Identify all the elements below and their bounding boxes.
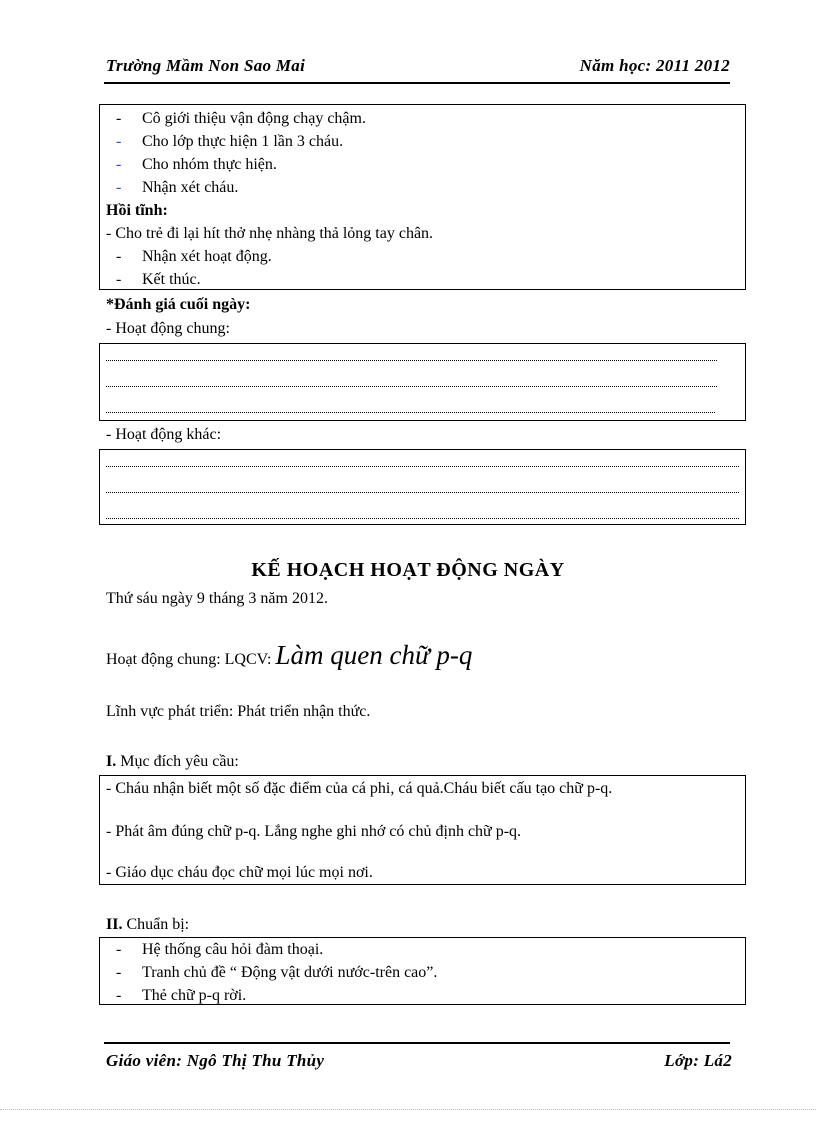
dotted-line bbox=[106, 386, 717, 387]
list-item: - Kết thúc. bbox=[116, 271, 201, 288]
list-item: - Tranh chủ đề “ Động vật dưới nước-trên cao”. bbox=[116, 964, 438, 981]
page-title: KẾ HOẠCH HOẠT ĐỘNG NGÀY bbox=[251, 559, 565, 581]
activity-box bbox=[99, 104, 746, 290]
cooldown-heading: Hồi tĩnh: bbox=[106, 202, 168, 219]
other-activity-label: - Hoạt động khác: bbox=[106, 426, 222, 443]
dotted-line bbox=[106, 412, 715, 413]
objectives-heading: I. Mục đích yêu cầu: bbox=[106, 753, 239, 770]
dotted-line bbox=[106, 492, 739, 493]
preparation-heading: II. Chuẩn bị: bbox=[106, 916, 190, 933]
general-activity-box bbox=[99, 343, 746, 421]
development-field: Lĩnh vực phát triển: Phát triển nhận thức. bbox=[106, 703, 371, 720]
class-name: Lớp: Lá2 bbox=[664, 1051, 732, 1070]
list-item: - Cho lớp thực hiện 1 lần 3 cháu. bbox=[116, 133, 344, 150]
dotted-line bbox=[106, 360, 717, 361]
lesson-title: Làm quen chữ p-q bbox=[275, 640, 473, 670]
activity-prefix: Hoạt động chung: LQCV: bbox=[106, 651, 276, 668]
footer-rule bbox=[104, 1042, 730, 1044]
list-item: - Nhận xét cháu. bbox=[116, 179, 239, 196]
evaluation-heading: *Đánh giá cuối ngày: bbox=[106, 296, 251, 313]
page-break bbox=[0, 1109, 816, 1110]
list-item: - Cô giới thiệu vận động chạy chậm. bbox=[116, 110, 366, 127]
list-item: - Cho nhóm thực hiện. bbox=[116, 156, 277, 173]
objectives-box bbox=[99, 775, 746, 885]
list-item: - Phát âm đúng chữ p-q. Lắng nghe ghi nhớ có chủ định chữ p-q. bbox=[106, 823, 522, 840]
list-item: - Cháu nhận biết một số đặc điểm của cá phi, cá quả.Cháu biết cấu tạo chữ p-q. bbox=[106, 780, 613, 797]
list-item: - Giáo dục cháu đọc chữ mọi lúc mọi nơi. bbox=[106, 864, 373, 881]
general-activity-label: - Hoạt động chung: bbox=[106, 320, 230, 337]
school-name: Trường Mầm Non Sao Mai bbox=[106, 56, 306, 75]
dotted-line bbox=[106, 518, 739, 519]
preparation-box bbox=[99, 937, 746, 1005]
dotted-line bbox=[106, 466, 739, 467]
list-item: - Nhận xét hoạt động. bbox=[116, 248, 272, 265]
cooldown-text: - Cho trẻ đi lại hít thở nhẹ nhàng thả lỏng tay chân. bbox=[106, 225, 434, 242]
plan-date: Thứ sáu ngày 9 tháng 3 năm 2012. bbox=[106, 590, 328, 607]
list-item: - Hệ thống câu hỏi đàm thoại. bbox=[116, 941, 324, 958]
other-activity-box bbox=[99, 449, 746, 525]
activity-line bbox=[106, 640, 472, 671]
list-item: - Thẻ chữ p-q rời. bbox=[116, 987, 247, 1004]
header-rule bbox=[104, 82, 730, 84]
teacher-name: Giáo viên: Ngô Thị Thu Thủy bbox=[106, 1051, 325, 1070]
school-year: Năm học: 2011 2012 bbox=[579, 56, 730, 75]
